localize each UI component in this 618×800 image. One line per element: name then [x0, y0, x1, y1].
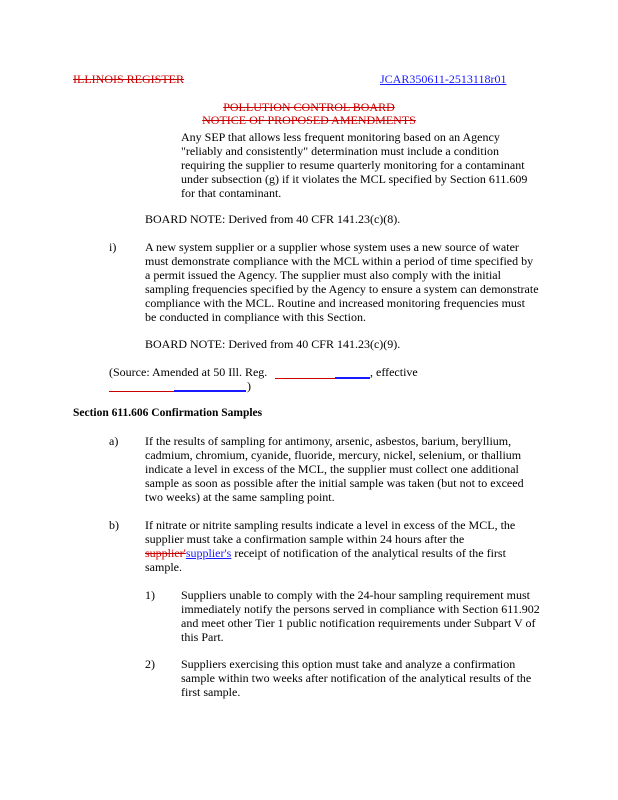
text-line: sample within two weeks after notification of the analytical results of the	[181, 671, 532, 685]
agency-title: POLLUTION CONTROL BOARD	[223, 100, 395, 114]
list-item-b	[145, 518, 565, 574]
text-line: this Part.	[181, 630, 224, 644]
board-note: BOARD NOTE: Derived from 40 CFR 141.23(c)(9).	[145, 337, 401, 351]
deletion-mark	[275, 378, 335, 379]
text-line: immediately notify the persons served in compliance with Section 611.902	[181, 602, 540, 616]
deletion-mark	[109, 391, 174, 392]
text-line: cadmium, chromium, cyanide, fluoride, mercury, nickel, selenium, or thallium	[145, 448, 522, 462]
notice-title: NOTICE OF PROPOSED AMENDMENTS	[202, 113, 416, 127]
list-label: 2)	[145, 657, 155, 671]
text-line: sample.	[145, 560, 182, 574]
text-line: Suppliers exercising this option must take and analyze a confirmation	[181, 657, 516, 671]
source-close: )	[247, 379, 251, 393]
text-line: must demonstrate compliance with the MCL within a period of time specified by	[145, 254, 534, 268]
text-line: and meet other Tier 1 public notification requirements under Subpart V of	[181, 616, 536, 630]
list-label: b)	[109, 518, 119, 532]
list-item-2	[181, 657, 581, 699]
text-line: supplier must take a confirmation sample within 24 hours after the	[145, 532, 465, 546]
text-line: If the results of sampling for antimony, arsenic, asbestos, barium, beryllium,	[145, 434, 512, 448]
continued-paragraph	[181, 130, 561, 200]
text-line: A new system supplier or a supplier whose system uses a new source of water	[145, 240, 519, 254]
text-line: If nitrate or nitrite sampling results indicate a level in excess of the MCL, the	[145, 518, 516, 532]
text-line: sampling frequencies specified by the Agency to ensure a system can demonstrate	[145, 282, 539, 296]
list-item-i	[145, 240, 565, 324]
list-label: 1)	[145, 588, 155, 602]
insertion-mark	[174, 390, 246, 392]
list-item-a	[145, 434, 565, 504]
text-line: under subsection (g) if it violates the MCL specified by Section 611.609	[181, 172, 528, 186]
text-line: a permit issued the Agency. The supplier must also comply with the initial	[145, 268, 501, 282]
section-title: Section 611.606 Confirmation Samples	[73, 407, 263, 419]
text-line: be conducted in compliance with this Section.	[145, 310, 366, 324]
text-line: sample as soon as possible after the initial sample was taken (but not to exceed	[145, 476, 524, 490]
text-line: Any SEP that allows less frequent monitoring based on an Agency	[181, 130, 500, 144]
source-prefix: (Source: Amended at 50 Ill. Reg.	[109, 365, 268, 379]
text-line: indicate a level in excess of the MCL, the supplier must collect one additional	[145, 462, 519, 476]
board-note: BOARD NOTE: Derived from 40 CFR 141.23(c)(8).	[145, 212, 401, 226]
list-item-1	[181, 588, 581, 644]
deleted-text: supplier'	[145, 546, 186, 560]
source-note	[109, 365, 267, 379]
register-header: ILLINOIS REGISTER	[73, 72, 184, 86]
list-label: i)	[109, 240, 117, 254]
insertion-mark	[335, 377, 370, 379]
text-line: Suppliers unable to comply with the 24-hour sampling requirement must	[181, 588, 530, 602]
text-line: for that contaminant.	[181, 186, 282, 200]
text-line: "reliably and consistently" determination must include a condition	[181, 144, 500, 158]
jcar-code: JCAR350611-2513118r01	[380, 72, 507, 86]
list-label: a)	[109, 434, 119, 448]
source-suffix: , effective	[370, 365, 418, 379]
text-line: compliance with the MCL. Routine and increased monitoring frequencies must	[145, 296, 525, 310]
text-line: requiring the supplier to resume quarterly monitoring for a contaminant	[181, 158, 525, 172]
text-span: receipt of notification of the analytical results of the first	[231, 546, 506, 560]
text-line: two weeks) at the same sampling point.	[145, 490, 335, 504]
text-line: first sample.	[181, 685, 241, 699]
text-line	[145, 546, 565, 560]
inserted-text: supplier's	[185, 546, 232, 560]
